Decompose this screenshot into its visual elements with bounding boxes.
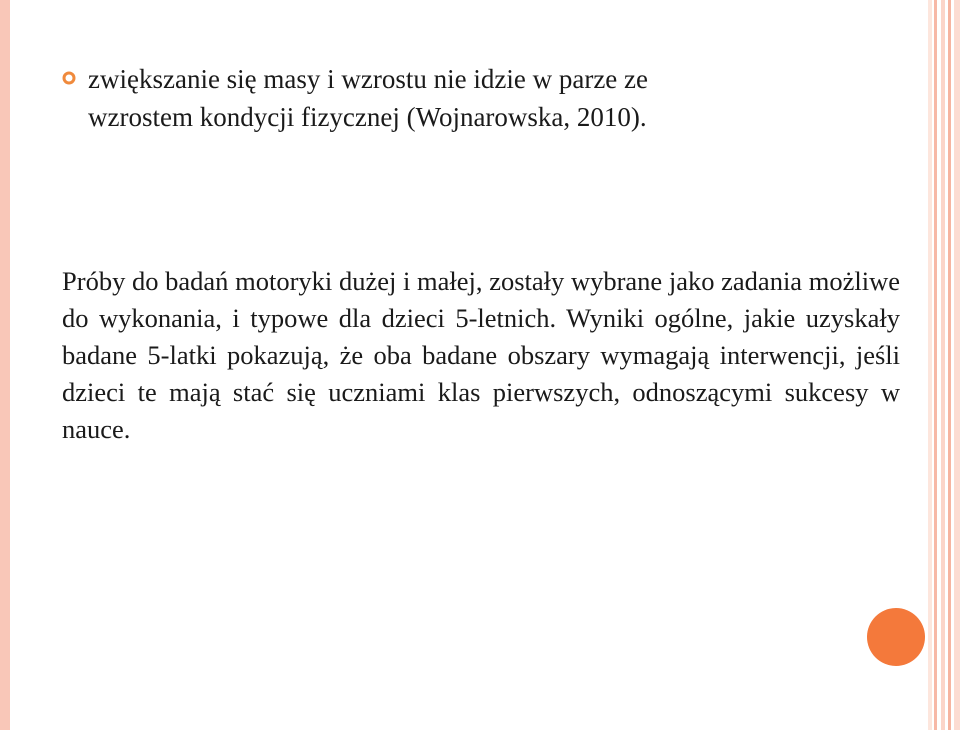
right-decorative-border xyxy=(928,0,960,730)
ring-bullet-icon xyxy=(62,71,76,85)
bullet-item xyxy=(62,60,882,136)
bullet-text: zwiększanie się masy i wzrostu nie idzie w parze ze wzrostem kondycji fizycznej (Wojnarowska, 2010). xyxy=(88,64,649,132)
body-paragraph: Próby do badań motoryki dużej i małej, zostały wybrane jako zadania możliwe do wykonania, i typowe dla dzieci 5-letnich. Wyniki ogólne, jakie uzyskały badane 5-latki pokazują, że oba badane obszary wymagają interwencji, jeśli dzieci te mają stać się uczniami klas pierwszych, odnoszącymi sukcesy w nauce. xyxy=(62,266,900,444)
left-decorative-stripe xyxy=(0,0,10,730)
orange-circle-decoration xyxy=(867,608,925,666)
